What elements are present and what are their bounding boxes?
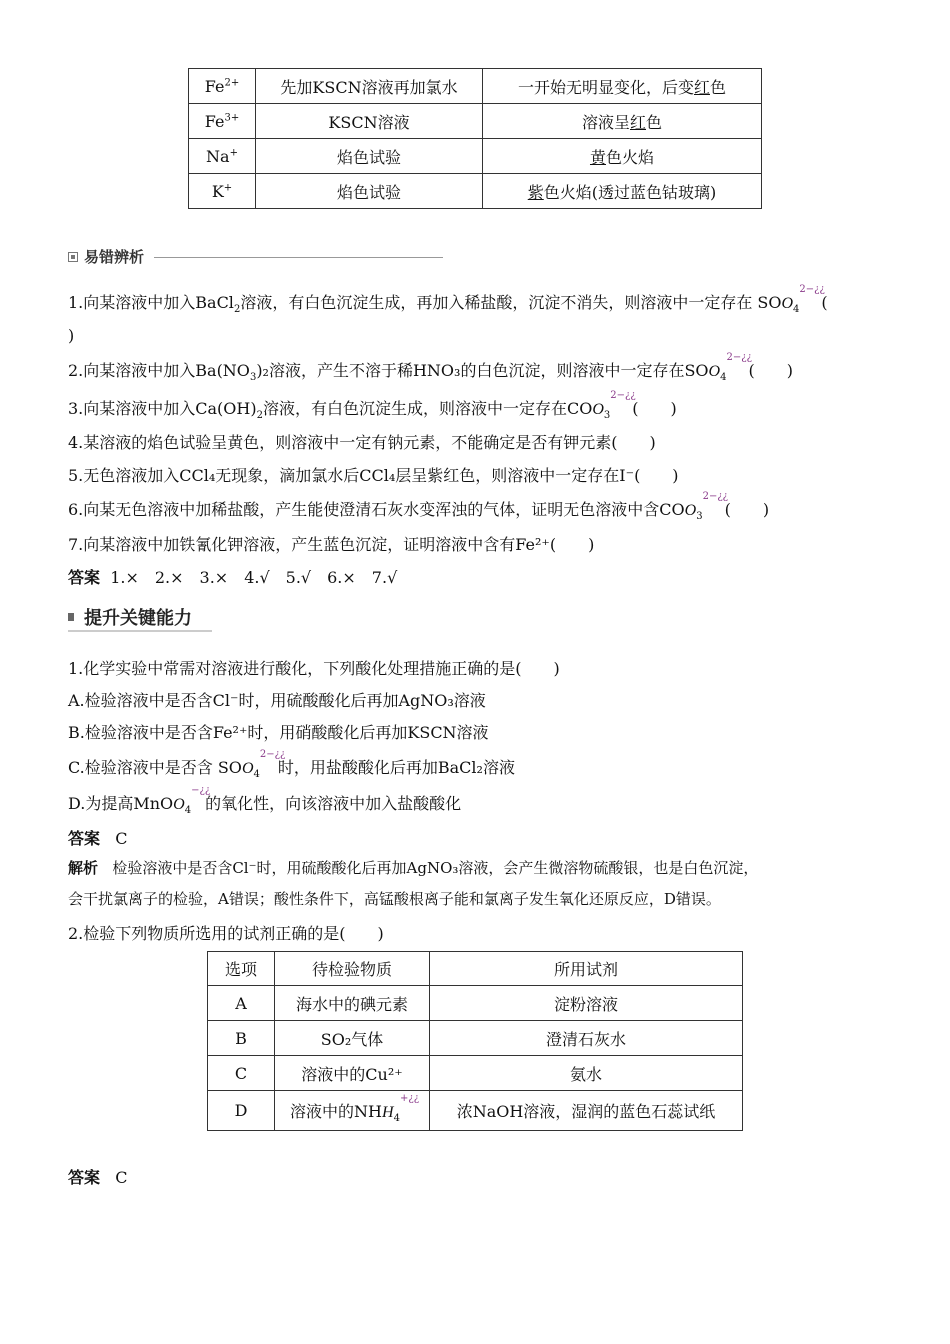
judgment-5: 5.无色溶液加入CCl₄无现象，滴加氯水后CCl₄层呈紫红色，则溶液中一定存在I⁻( ): [68, 466, 679, 485]
ion-cell: $Fe^{3+}$: [189, 104, 256, 139]
table-row: [189, 104, 762, 139]
method-cell: KSCN溶液: [256, 104, 483, 139]
result-cell: 一开始无明显变化，后变红色: [483, 69, 762, 104]
ion-cell: $Fe^{2+}$: [189, 69, 256, 104]
method-cell: 焰色试验: [256, 139, 483, 174]
result-cell: 溶液呈红色: [483, 104, 762, 139]
q2-answer: 答案 C: [68, 1168, 128, 1187]
answer-1: 答案 1.× 2.× 3.× 4.√ 5.√ 6.× 7.√: [68, 568, 398, 587]
table-row: [189, 69, 762, 104]
q1-analysis-line2: 会干扰氯离子的检验，A错误；酸性条件下，高锰酸根离子能和氯离子发生氧化还原反应，D错误。: [68, 890, 721, 908]
divider: [68, 630, 212, 632]
table-row: D 溶液中的$NHH_4$ +¿¿ 浓NaOH溶液，湿润的蓝色石蕊试纸: [208, 1091, 743, 1131]
judgment-1: 1.向某溶液中加入BaCl$_2$溶液，有白色沉淀生成，再加入稀盐酸，沉淀不消失，则溶液中一定存在 $SOO_4$ 2−¿¿ (: [68, 284, 828, 316]
ion-cell: Na+: [189, 139, 256, 174]
table-row: C 溶液中的Cu²⁺ 氨水: [208, 1056, 743, 1091]
header-option: 选项: [208, 952, 275, 986]
judgment-3: 3.向某溶液中加入$Ca(OH)_2$溶液，有白色沉淀生成，则溶液中一定存在$COO_3$ 2−¿¿ ( ): [68, 390, 677, 422]
q1-option-d: D.为提高MnOO$_4$ −¿¿ 的氧化性，向该溶液中加入盐酸酸化: [68, 785, 462, 817]
square-bullet-icon: [68, 252, 78, 262]
judgment-7: 7.向某溶液中加铁氰化钾溶液，产生蓝色沉淀，证明溶液中含有Fe²⁺( ): [68, 535, 595, 554]
divider: [154, 257, 443, 258]
q1-stem: 1.化学实验中常需对溶液进行酸化，下列酸化处理措施正确的是( ): [68, 659, 560, 678]
result-cell: 紫色火焰(透过蓝色钴玻璃): [483, 174, 762, 209]
header-substance: 待检验物质: [275, 952, 430, 986]
q1-option-a: A.检验溶液中是否含Cl⁻时，用硫酸酸化后再加AgNO₃溶液: [68, 691, 486, 710]
section-header-common-errors: [68, 246, 443, 268]
judgment-2: 2.向某溶液中加入$Ba(NO_3)_2$溶液，产生不溶于稀HNO₃的白色沉淀，则溶液中一定存在$SOO_4$ 2−¿¿ ( ): [68, 352, 793, 384]
bar-bullet-icon: [68, 613, 74, 621]
table-row: [189, 174, 762, 209]
judgment-4: 4.某溶液的焰色试验呈黄色，则溶液中一定有钠元素，不能确定是否有钾元素( ): [68, 433, 656, 452]
ion-test-table: [188, 68, 762, 209]
q2-stem: 2.检验下列物质所选用的试剂正确的是( ): [68, 924, 384, 943]
section-header-key-abilities: [68, 604, 212, 632]
ion-cell: K+: [189, 174, 256, 209]
table-row: [189, 139, 762, 174]
reagent-table: [207, 951, 743, 1131]
judgment-1-cont: ): [68, 326, 75, 345]
method-cell: 先加KSCN溶液再加氯水: [256, 69, 483, 104]
section-title: 提升关键能力: [84, 608, 192, 629]
result-cell: 黄色火焰: [483, 139, 762, 174]
q1-analysis-line1: 解析 检验溶液中是否含Cl⁻时，用硫酸酸化后再加AgNO₃溶液，会产生微溶物硫酸银，也是白色沉淀，: [68, 859, 759, 877]
judgment-6: 6.向某无色溶液中加稀盐酸，产生能使澄清石灰水变浑浊的气体，证明无色溶液中含$COO_3$ 2−¿¿ ( ): [68, 491, 770, 523]
q1-option-b: B.检验溶液中是否含Fe²⁺时，用硝酸酸化后再加KSCN溶液: [68, 723, 489, 742]
section-title: 易错辨析: [84, 248, 145, 266]
q1-answer: 答案 C: [68, 829, 128, 848]
q1-option-c: C.检验溶液中是否含 $SOO_4$ 2−¿¿ 时，用盐酸酸化后再加BaCl₂溶液: [68, 749, 515, 781]
method-cell: 焰色试验: [256, 174, 483, 209]
table-row: A 海水中的碘元素 淀粉溶液: [208, 986, 743, 1021]
header-reagent: 所用试剂: [430, 952, 743, 986]
table-row: B SO₂气体 澄清石灰水: [208, 1021, 743, 1056]
